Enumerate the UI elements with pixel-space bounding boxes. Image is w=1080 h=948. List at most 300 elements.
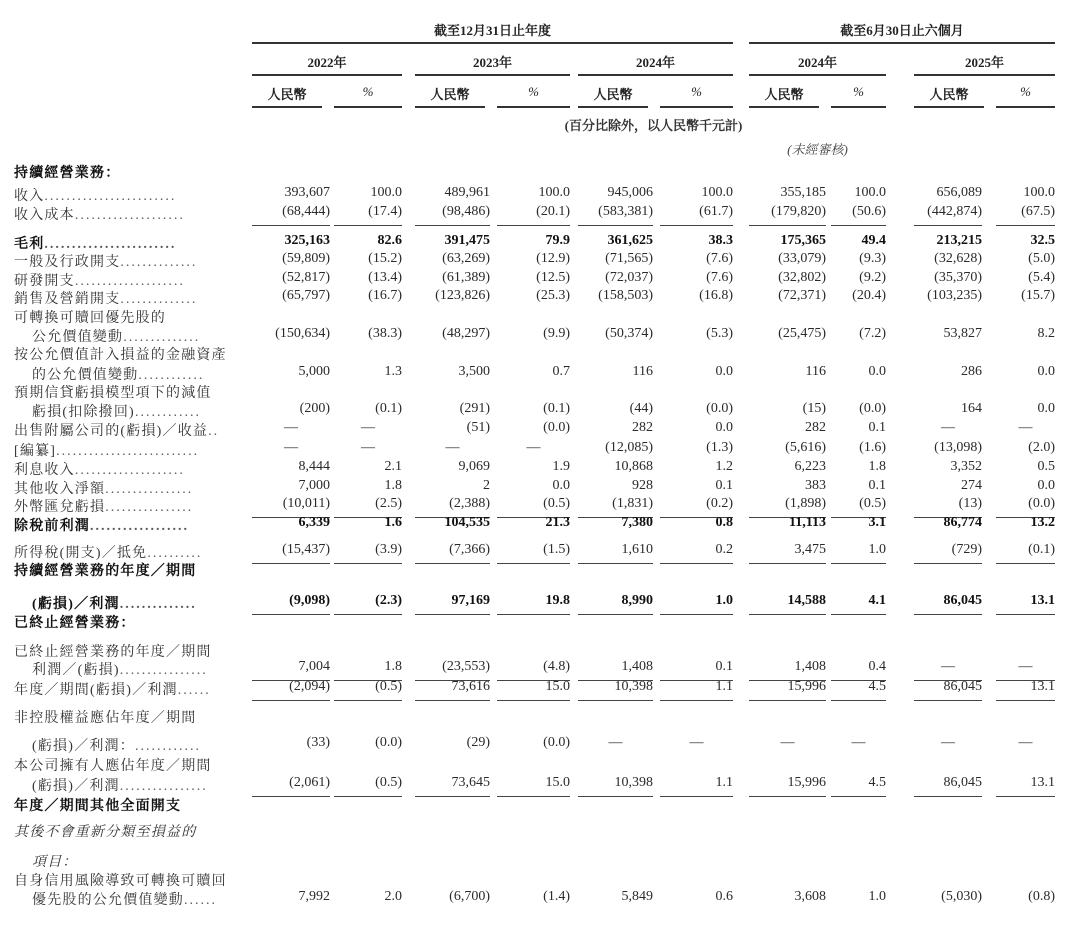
amount-cell: (291) xyxy=(459,401,490,416)
amount-cell: (13,098) xyxy=(934,440,982,455)
table-row xyxy=(0,364,1080,382)
year-rule xyxy=(749,74,886,76)
amount-cell: 8,444 xyxy=(298,459,330,474)
subtotal-rule xyxy=(497,225,570,226)
percent-cell: 0.0 xyxy=(552,478,570,493)
row-label xyxy=(14,542,240,562)
unaudited-note: (未經審核) xyxy=(787,142,848,157)
row-label-text: [編纂] xyxy=(14,444,57,459)
col-rmb: 人民幣 xyxy=(267,87,307,102)
row-label xyxy=(32,659,240,679)
percent-cell: 13.1 xyxy=(1030,775,1055,790)
percent-cell: (7.6) xyxy=(706,270,733,285)
percent-cell: 0.2 xyxy=(715,542,733,557)
percent-cell: 0.6 xyxy=(715,889,733,904)
table-row xyxy=(0,401,1080,419)
percent-cell: — xyxy=(1018,420,1033,435)
percent-cell: (0.5) xyxy=(375,679,402,694)
leader-dots: .................... xyxy=(74,463,185,478)
percent-cell: (13.4) xyxy=(368,270,402,285)
amount-cell: 1,610 xyxy=(621,542,653,557)
table-row xyxy=(0,659,1080,677)
percent-cell: 0.0 xyxy=(1037,478,1055,493)
amount-cell: 1,408 xyxy=(794,659,826,674)
row-label-text: 持續經營業務的年度／期間 xyxy=(14,564,197,579)
row-label-text: 的公允價值變動 xyxy=(32,368,139,383)
amount-cell: 9,069 xyxy=(458,459,490,474)
table-row xyxy=(0,204,1080,222)
row-label xyxy=(14,478,240,498)
leader-dots: .................. xyxy=(90,519,189,534)
amount-cell: 5,849 xyxy=(621,889,653,904)
table-row xyxy=(0,459,1080,477)
row-label-text: 年度／期間其他全面開支 xyxy=(14,799,182,814)
row-label xyxy=(14,459,240,479)
amount-cell: (5,616) xyxy=(785,440,826,455)
row-label-text: 出售附屬公司的(虧損)／收益 xyxy=(14,424,209,439)
amount-cell: (50,374) xyxy=(605,326,653,341)
amount-cell: (13) xyxy=(958,496,982,511)
percent-cell: 2.1 xyxy=(384,459,402,474)
percent-cell: 1.8 xyxy=(868,459,886,474)
percent-cell: (9.9) xyxy=(543,326,570,341)
percent-cell: 0.8 xyxy=(715,515,733,530)
amount-cell: 175,365 xyxy=(780,233,826,248)
col-rule xyxy=(252,106,322,108)
amount-cell: 393,607 xyxy=(284,185,330,200)
col-rmb: 人民幣 xyxy=(593,87,633,102)
amount-cell: 53,827 xyxy=(943,326,982,341)
table-row xyxy=(0,735,1080,753)
percent-cell: 0.0 xyxy=(868,364,886,379)
leader-dots: ............ xyxy=(134,739,201,754)
percent-cell: (12.9) xyxy=(536,251,570,266)
percent-cell: (16.7) xyxy=(368,288,402,303)
row-label xyxy=(14,233,240,253)
row-label xyxy=(14,251,240,271)
row-label xyxy=(32,326,240,346)
amount-cell: (68,444) xyxy=(282,204,330,219)
percent-cell: (17.4) xyxy=(368,204,402,219)
row-label-text: 已終止經營業務的年度／期間 xyxy=(14,645,212,660)
percent-cell: (12.5) xyxy=(536,270,570,285)
amount-cell: (150,634) xyxy=(275,326,330,341)
percent-cell: (0.1) xyxy=(1028,542,1055,557)
percent-cell: (20.1) xyxy=(536,204,570,219)
amount-cell: (23,553) xyxy=(442,659,490,674)
percent-cell: (0.5) xyxy=(859,496,886,511)
amount-cell: (442,874) xyxy=(927,204,982,219)
row-label-text: 其後不會重新分類至損益的 xyxy=(14,825,197,840)
row-label xyxy=(14,204,240,224)
percent-cell: — xyxy=(526,440,541,455)
leader-dots: .................... xyxy=(74,208,185,223)
amount-cell: 274 xyxy=(961,478,982,493)
percent-cell: 1.2 xyxy=(715,459,733,474)
row-label xyxy=(14,515,240,535)
percent-cell: (9.2) xyxy=(859,270,886,285)
year-2024: 2024年 xyxy=(635,55,675,70)
percent-cell: 0.0 xyxy=(715,364,733,379)
percent-cell: (3.9) xyxy=(375,542,402,557)
col-rule xyxy=(334,106,402,108)
amount-cell: (44) xyxy=(629,401,653,416)
row-label xyxy=(32,851,240,871)
subtotal-rule xyxy=(996,700,1055,701)
percent-cell: 1.0 xyxy=(868,542,886,557)
year-rule xyxy=(578,74,733,76)
amount-cell: (10,011) xyxy=(282,496,330,511)
col-percent: % xyxy=(853,84,864,99)
subtotal-rule xyxy=(334,225,402,226)
percent-cell: (5.0) xyxy=(1028,251,1055,266)
percent-cell: (50.6) xyxy=(852,204,886,219)
amount-cell: 7,000 xyxy=(298,478,330,493)
percent-cell: (0.0) xyxy=(375,735,402,750)
amount-cell: 164 xyxy=(961,401,982,416)
amount-cell: 286 xyxy=(961,364,982,379)
percent-cell: 79.9 xyxy=(545,233,570,248)
subtotal-rule xyxy=(334,700,402,701)
percent-cell: 0.4 xyxy=(868,659,886,674)
row-label-line xyxy=(0,560,1080,578)
percent-cell: 4.5 xyxy=(868,679,886,694)
row-label xyxy=(14,185,240,205)
amount-cell: (7,366) xyxy=(449,542,490,557)
col-rule xyxy=(749,106,819,108)
row-label xyxy=(14,344,240,364)
percent-cell: 1.0 xyxy=(868,889,886,904)
percent-cell: 0.7 xyxy=(552,364,570,379)
subtotal-rule xyxy=(578,225,653,226)
year-2023: 2023年 xyxy=(472,55,512,70)
amount-cell: 282 xyxy=(805,420,826,435)
header-group-annual: 截至12月31日止年度 xyxy=(433,23,551,38)
row-label-line xyxy=(0,870,1080,888)
table-row xyxy=(0,233,1080,251)
row-label xyxy=(14,707,240,727)
percent-cell: (0.1) xyxy=(375,401,402,416)
table-row xyxy=(0,679,1080,697)
percent-cell: (0.1) xyxy=(543,401,570,416)
leader-dots: ...... xyxy=(177,683,211,698)
col-percent: % xyxy=(691,84,702,99)
percent-cell: 0.1 xyxy=(868,478,886,493)
percent-cell: (7.6) xyxy=(706,251,733,266)
amount-cell: 7,992 xyxy=(298,889,330,904)
percent-cell: (7.2) xyxy=(859,326,886,341)
subtotal-rule xyxy=(415,700,490,701)
table-row xyxy=(0,478,1080,496)
amount-cell: 3,608 xyxy=(794,889,826,904)
amount-cell: 1,408 xyxy=(621,659,653,674)
amount-cell: (158,503) xyxy=(598,288,653,303)
row-label xyxy=(14,382,240,402)
row-label-line xyxy=(0,821,1080,839)
amount-cell: (12,085) xyxy=(605,440,653,455)
percent-cell: (20.4) xyxy=(852,288,886,303)
row-label xyxy=(14,307,240,327)
amount-cell: (35,370) xyxy=(934,270,982,285)
table-row xyxy=(0,270,1080,288)
percent-cell: 0.0 xyxy=(715,420,733,435)
percent-cell: 1.6 xyxy=(384,515,402,530)
section-heading xyxy=(0,612,1080,630)
percent-cell: (38.3) xyxy=(368,326,402,341)
percent-cell: 1.9 xyxy=(552,459,570,474)
percent-cell: (15.7) xyxy=(1021,288,1055,303)
row-label-text: 收入 xyxy=(14,189,45,204)
col-rmb: 人民幣 xyxy=(764,87,804,102)
col-rule xyxy=(996,106,1055,108)
percent-cell: 1.0 xyxy=(715,593,733,608)
row-label-text: (虧損)／利潤： xyxy=(32,739,135,754)
row-label xyxy=(14,755,240,775)
amount-cell: (6,700) xyxy=(449,889,490,904)
section-heading xyxy=(0,795,1080,813)
amount-cell: 116 xyxy=(805,364,826,379)
percent-cell: 0.1 xyxy=(715,659,733,674)
amount-cell: (2,094) xyxy=(289,679,330,694)
amount-cell: 945,006 xyxy=(607,185,653,200)
amount-cell: — xyxy=(780,735,795,750)
row-label-line xyxy=(0,707,1080,725)
row-label xyxy=(14,162,240,182)
year-h1-2025: 2025年 xyxy=(964,55,1004,70)
percent-cell: — xyxy=(361,420,375,435)
row-label-line xyxy=(0,344,1080,362)
percent-cell: 38.3 xyxy=(708,233,733,248)
leader-dots: ...... xyxy=(184,893,217,908)
row-label-text: 公允價值變動 xyxy=(32,330,124,345)
row-label-text: 按公允價值計入損益的金融資產 xyxy=(14,348,227,363)
col-rule xyxy=(914,106,984,108)
row-label xyxy=(32,775,240,795)
leader-dots: ............ xyxy=(138,368,205,383)
row-label-text: 所得稅(開支)／抵免 xyxy=(14,546,148,561)
percent-cell: 100.0 xyxy=(538,185,570,200)
percent-cell: 0.1 xyxy=(868,420,886,435)
unit-note: (百分比除外，以人民幣千元計) xyxy=(564,118,743,133)
percent-cell: 1.3 xyxy=(384,364,402,379)
table-row xyxy=(0,251,1080,269)
amount-cell: 15,996 xyxy=(787,775,826,790)
row-label-line xyxy=(0,382,1080,400)
amount-cell: 3,500 xyxy=(458,364,490,379)
amount-cell: (200) xyxy=(299,401,330,416)
amount-cell: 11,113 xyxy=(789,515,826,530)
amount-cell: — xyxy=(284,440,298,455)
row-label-text: (虧損)／利潤 xyxy=(32,597,120,612)
percent-cell: (1.6) xyxy=(859,440,886,455)
amount-cell: 2 xyxy=(483,478,490,493)
percent-cell: 2.0 xyxy=(384,889,402,904)
amount-cell: — xyxy=(941,659,955,674)
amount-cell: (2,388) xyxy=(449,496,490,511)
leader-dots: ................ xyxy=(105,482,194,497)
amount-cell: (59,809) xyxy=(282,251,330,266)
percent-cell: (9.3) xyxy=(859,251,886,266)
row-label xyxy=(14,560,240,580)
amount-cell: 86,045 xyxy=(943,593,982,608)
amount-cell: 116 xyxy=(632,364,653,379)
row-label xyxy=(32,735,240,755)
percent-cell: 0.0 xyxy=(1037,364,1055,379)
amount-cell: (33) xyxy=(306,735,330,750)
leader-dots: .............. xyxy=(123,330,201,345)
percent-cell: (67.5) xyxy=(1021,204,1055,219)
row-label-text: (虧損)／利潤 xyxy=(32,779,120,794)
col-percent: % xyxy=(528,84,539,99)
percent-cell: 100.0 xyxy=(1023,185,1055,200)
amount-cell: (103,235) xyxy=(927,288,982,303)
percent-cell: (5.3) xyxy=(706,326,733,341)
leader-dots: .......... xyxy=(147,546,203,561)
amount-cell: (25,475) xyxy=(778,326,826,341)
amount-cell: — xyxy=(284,420,298,435)
row-label-text: 優先股的公允價值變動 xyxy=(32,893,184,908)
amount-cell: (2,061) xyxy=(289,775,330,790)
col-rule xyxy=(578,106,648,108)
table-row xyxy=(0,185,1080,203)
percent-cell: 0.5 xyxy=(1037,459,1055,474)
row-label xyxy=(14,870,240,890)
row-label xyxy=(32,889,240,909)
row-label-text: 外幣匯兌虧損 xyxy=(14,500,106,515)
amount-cell: — xyxy=(445,440,460,455)
percent-cell: 32.5 xyxy=(1030,233,1055,248)
leader-dots: ........................ xyxy=(44,189,177,204)
subtotal-rule xyxy=(831,225,886,226)
amount-cell: — xyxy=(941,735,955,750)
amount-cell: (32,628) xyxy=(934,251,982,266)
percent-cell: — xyxy=(851,735,866,750)
row-label xyxy=(14,795,240,815)
amount-cell: (72,371) xyxy=(778,288,826,303)
row-label xyxy=(14,821,240,841)
subtotal-rule xyxy=(252,225,330,226)
subtotal-rule xyxy=(415,225,490,226)
percent-cell: (0.8) xyxy=(1028,889,1055,904)
row-label xyxy=(14,420,240,440)
amount-cell: (29) xyxy=(466,735,490,750)
row-label-text: 預期信貸虧損模型項下的減值 xyxy=(14,386,212,401)
amount-cell: (729) xyxy=(951,542,982,557)
col-rmb: 人民幣 xyxy=(929,87,969,102)
row-label-text: 利潤／(虧損) xyxy=(32,663,120,678)
leader-dots: ................ xyxy=(119,663,208,678)
percent-cell: (0.5) xyxy=(543,496,570,511)
amount-cell: (32,802) xyxy=(778,270,826,285)
amount-cell: 6,339 xyxy=(298,515,330,530)
amount-cell: (61,389) xyxy=(442,270,490,285)
percent-cell: (0.0) xyxy=(543,420,570,435)
amount-cell: 656,089 xyxy=(936,185,982,200)
amount-cell: (5,030) xyxy=(941,889,982,904)
leader-dots: .................... xyxy=(74,274,185,289)
amount-cell: 104,535 xyxy=(444,515,490,530)
leader-dots: .......................... xyxy=(56,444,200,459)
table-row xyxy=(0,420,1080,438)
table-row xyxy=(0,515,1080,533)
amount-cell: 355,185 xyxy=(780,185,826,200)
row-label-line xyxy=(0,307,1080,325)
table-row xyxy=(0,593,1080,611)
amount-cell: 15,996 xyxy=(787,679,826,694)
amount-cell: 10,398 xyxy=(614,775,653,790)
row-label xyxy=(14,641,240,661)
leader-dots: .............. xyxy=(119,597,197,612)
year-rule xyxy=(415,74,570,76)
percent-cell: 13.1 xyxy=(1030,679,1055,694)
percent-cell: (0.0) xyxy=(1028,496,1055,511)
percent-cell: (4.8) xyxy=(543,659,570,674)
percent-cell: 4.5 xyxy=(868,775,886,790)
row-label-text: 研發開支 xyxy=(14,274,75,289)
percent-cell: 8.2 xyxy=(1037,326,1055,341)
amount-cell: (51) xyxy=(466,420,490,435)
amount-cell: 7,004 xyxy=(298,659,330,674)
row-label-line xyxy=(0,755,1080,773)
percent-cell: 100.0 xyxy=(370,185,402,200)
percent-cell: (2.3) xyxy=(375,593,402,608)
year-h1-2024: 2024年 xyxy=(797,55,837,70)
table-row xyxy=(0,775,1080,793)
percent-cell: 13.1 xyxy=(1030,593,1055,608)
percent-cell: 49.4 xyxy=(861,233,886,248)
table-row xyxy=(0,542,1080,560)
leader-dots: .............. xyxy=(120,255,198,270)
amount-cell: 10,398 xyxy=(614,679,653,694)
col-rmb: 人民幣 xyxy=(430,87,470,102)
percent-cell: 100.0 xyxy=(854,185,886,200)
row-label-text: 毛利 xyxy=(14,237,45,252)
amount-cell: — xyxy=(941,420,955,435)
amount-cell: (65,797) xyxy=(282,288,330,303)
subtotal-rule xyxy=(914,700,982,701)
amount-cell: 86,045 xyxy=(943,775,982,790)
amount-cell: 7,380 xyxy=(621,515,653,530)
header-rule-annual xyxy=(252,42,733,44)
row-label xyxy=(32,593,240,613)
percent-cell: 3.1 xyxy=(868,515,886,530)
percent-cell: (5.4) xyxy=(1028,270,1055,285)
amount-cell: 73,616 xyxy=(451,679,490,694)
table-row xyxy=(0,496,1080,514)
percent-cell: (61.7) xyxy=(699,204,733,219)
percent-cell: (16.8) xyxy=(699,288,733,303)
amount-cell: 489,961 xyxy=(444,185,490,200)
row-label xyxy=(32,364,240,384)
row-label xyxy=(14,612,240,632)
subtotal-rule xyxy=(996,225,1055,226)
amount-cell: 383 xyxy=(805,478,826,493)
row-label-text: 本公司擁有人應佔年度／期間 xyxy=(14,759,212,774)
amount-cell: (9,098) xyxy=(289,593,330,608)
col-rule xyxy=(415,106,485,108)
amount-cell: (98,486) xyxy=(442,204,490,219)
subtotal-rule xyxy=(914,225,982,226)
subtotal-rule xyxy=(749,225,826,226)
percent-cell: (0.0) xyxy=(543,735,570,750)
percent-cell: 1.1 xyxy=(715,775,733,790)
subtotal-rule xyxy=(749,700,826,701)
section-heading xyxy=(0,162,1080,180)
percent-cell: 15.0 xyxy=(545,775,570,790)
row-label-text: 銷售及營銷開支 xyxy=(14,292,121,307)
percent-cell: 21.3 xyxy=(545,515,570,530)
amount-cell: (33,079) xyxy=(778,251,826,266)
